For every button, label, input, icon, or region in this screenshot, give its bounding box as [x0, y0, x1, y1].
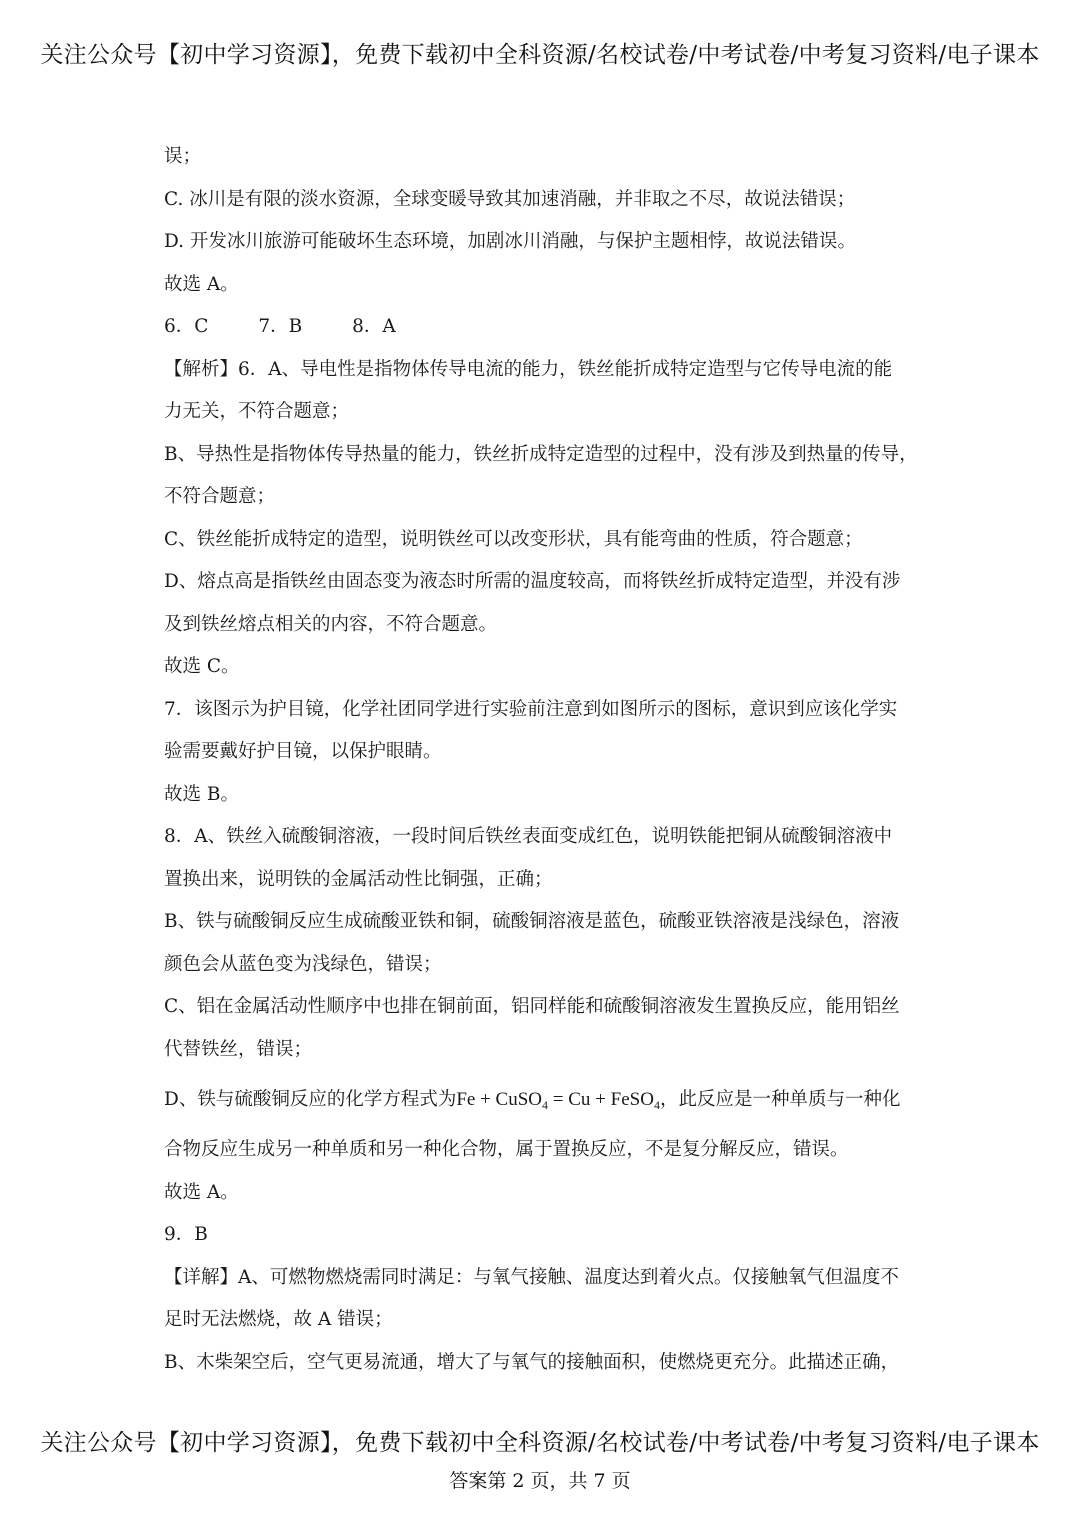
text-line: 误；: [164, 146, 202, 167]
text-line: B、铁与硫酸铜反应生成硫酸亚铁和铜，硫酸铜溶液是蓝色，硫酸亚铁溶液是浅绿色，溶液: [164, 911, 900, 932]
equation-prefix: D、铁与硫酸铜反应的化学方程式为: [164, 1089, 457, 1110]
answer-item: 6．C: [164, 316, 209, 337]
equation-reactants: Fe + CuSO: [456, 1089, 543, 1110]
answer-item: 8．A: [352, 316, 396, 337]
header-banner: 关注公众号【初中学习资源】，免费下载初中全科资源/名校试卷/中考试卷/中考复习资料/电子课本: [40, 42, 1040, 68]
answer-content: [164, 136, 924, 1384]
page-number: 答案第 2 页，共 7 页: [449, 1470, 631, 1492]
subscript: 4: [542, 1098, 549, 1112]
text-line: 及到铁丝熔点相关的内容，不符合题意。: [164, 613, 498, 635]
text-line: 【解析】6．A、导电性是指物体传导电流的能力，铁丝能折成特定造型与它传导电流的能: [164, 358, 893, 380]
text-line: 【详解】A、可燃物燃烧需同时满足：与氧气接触、温度达到着火点。仅接触氧气但温度不: [164, 1266, 899, 1288]
text-line: C、铝在金属活动性顺序中也排在铜前面，铝同样能和硫酸铜溶液发生置换反应，能用铝丝: [164, 996, 900, 1017]
text-line: 不符合题意；: [164, 486, 276, 507]
text-line: 验需要戴好护目镜，以保护眼睛。: [164, 741, 442, 762]
text-line: 颜色会从蓝色变为浅绿色，错误；: [164, 953, 442, 975]
chemical-equation-line: [164, 1071, 924, 1129]
answer-key-row: [164, 306, 924, 349]
text-line: C. 冰川是有限的淡水资源，全球变暖导致其加速消融，并非取之不尽，故说法错误；: [164, 188, 856, 210]
text-line: 9．B: [164, 1224, 208, 1245]
text-line: 故选 B。: [164, 783, 239, 805]
text-line: B、木柴架空后，空气更易流通，增大了与氧气的接触面积，使燃烧更充分。此描述正确，: [164, 1351, 900, 1373]
text-line: 故选 A。: [164, 273, 239, 295]
answer-item: 7．B: [258, 316, 303, 337]
text-line: 合物反应生成另一种单质和另一种化合物，属于置换反应，不是复分解反应，错误。: [164, 1139, 849, 1160]
text-line: 故选 C。: [164, 656, 240, 677]
text-line: 置换出来，说明铁的金属活动性比铜强，正确；: [164, 868, 553, 890]
text-line: B、导热性是指物体传导热量的能力，铁丝折成特定造型的过程中，没有涉及到热量的传导，: [164, 443, 918, 465]
equation-products: = Cu + FeSO: [548, 1089, 654, 1110]
text-line: C、铁丝能折成特定的造型，说明铁丝可以改变形状，具有能弯曲的性质，符合题意；: [164, 528, 863, 550]
text-line: 力无关，不符合题意；: [164, 401, 350, 422]
equation-suffix: ，此反应是一种单质与一种化: [659, 1089, 901, 1110]
footer-banner: 关注公众号【初中学习资源】，免费下载初中全科资源/名校试卷/中考试卷/中考复习资料/电子课本: [40, 1430, 1040, 1456]
text-line: 8．A、铁丝入硫酸铜溶液，一段时间后铁丝表面变成红色，说明铁能把铜从硫酸铜溶液中: [164, 826, 893, 847]
text-line: D. 开发冰川旅游可能破坏生态环境，加剧冰川消融，与保护主题相悖，故说法错误。: [164, 231, 856, 252]
text-line: 7．该图示为护目镜，化学社团同学进行实验前注意到如图所示的图标，意识到应该化学实: [164, 698, 898, 720]
subscript: 4: [653, 1098, 660, 1112]
chemical-equation: [456, 1089, 660, 1110]
text-line: D、熔点高是指铁丝由固态变为液态时所需的温度较高，而将铁丝折成特定造型，并没有涉: [164, 571, 901, 592]
text-line: 足时无法燃烧，故 A 错误；: [164, 1309, 393, 1330]
text-line: 代替铁丝，错误；: [164, 1038, 313, 1060]
text-line: 故选 A。: [164, 1181, 239, 1203]
